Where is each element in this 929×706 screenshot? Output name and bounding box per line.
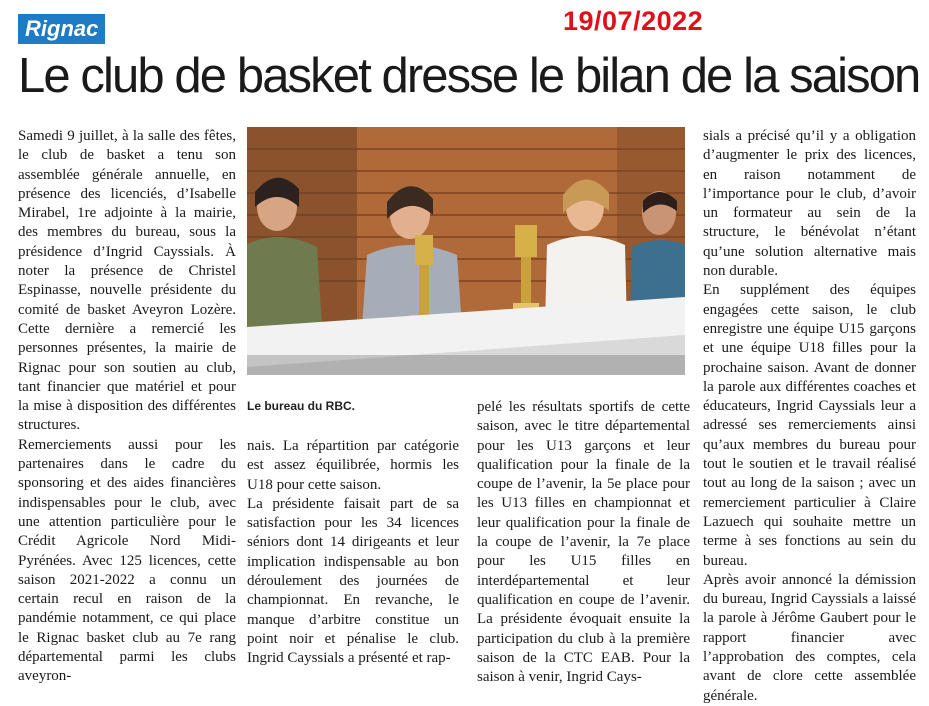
article-paragraph: Remerciements aussi pour les partenaires dans le cadre du sponsoring et des aides financières indispensables pour le club, avec une attention particulière pour le Crédit Agricole Nord Midi-Pyrénées. Avec 125 licences, cette saison 2021-2022 a connu un certain recul en raison de la pandémie notamment, ce qui place le Rignac basket club au 7e rang départemental parmi les clubs aveyron-	[18, 436, 236, 685]
publication-date: 19/07/2022	[563, 6, 704, 36]
article-paragraph: En supplément des équipes engagées cette saison, le club enregistre une équipe U15 garçons et une équipe U18 filles pour la prochaine saison. Avant de donner la parole aux différentes coaches et éducateurs, Ingrid Cayssials leur a adressé ses remerciements ainsi qu’aux membres du bureau pour tout le soutien et le travail réalisé tout au long de la saison ; avec un remerciement particulier à Claire Lazuech qui souhaite mettre un terme à ses fonctions au sein du bureau.	[703, 282, 916, 569]
article-column-3	[477, 398, 690, 687]
article-paragraph: Après avoir annoncé la démission du bureau, Ingrid Cayssials a laissé la parole à Jérôme Gaubert pour le rapport financier avec l’approbation des comptes, cela avant de clore cette assemblée générale.	[703, 571, 916, 704]
article-column-2	[247, 437, 459, 669]
article-paragraph: nais. La répartition par catégorie est assez équilibrée, hormis les U18 pour cette saison.	[247, 438, 459, 493]
article-column-1	[18, 127, 236, 687]
article-paragraph: Samedi 9 juillet, à la salle des fêtes, le club de basket a tenu son assemblée générale annuelle, en présence des licenciés, d’Isabelle Mirabel, 1re adjointe à la mairie, des membres du bureau, sous la présidence d’Ingrid Cayssials. À noter la présence de Christel Espinasse, nouvelle présidente du comité de basket Aveyron Lozère. Cette dernière a remercié les personnes présentes, la mairie de Rignac pour son soutien au club, tant financier que matériel et pour la mise à disposition des différentes structures.	[18, 128, 236, 434]
headline: Le club de basket dresse le bilan de la saison	[18, 49, 920, 103]
article-paragraph: pelé les résultats sportifs de cette saison, avec le titre départemental pour les U13 garçons et leur qualification pour la finale de la coupe de l’avenir, la 5e place pour les U13 filles en championnat et leur qualification pour la finale de la coupe de l’avenir, la 7e place pour les U15 filles en interdépartemental et leur qualification en coupe de l’avenir. La présidente évoquait ensuite la participation du club à la première saison de la CTC EAB. Pour la saison à venir, Ingrid Cays-	[477, 399, 690, 686]
article-column-4	[703, 127, 916, 706]
article-paragraph: La présidente faisait part de sa satisfaction pour les 34 licences séniors dont 14 dirigeants et leur implication indispensable au bon déroulement des journées de championnat. En revanche, le manque d’arbitre constitue un point noir et pénalise le club. Ingrid Cayssials a présenté et rap-	[247, 495, 459, 667]
photo-image	[247, 127, 685, 375]
photo-caption: Le bureau du RBC.	[247, 399, 356, 413]
article-paragraph: sials a précisé qu’il y a obligation d’augmenter le prix des licences, en raison notamment de l’importance pour le club, d’avoir un formateur au sein de la structure, le bénévolat n’étant qu’une solution alternative mais non durable.	[703, 128, 916, 280]
bureau-photo	[247, 127, 685, 375]
section-tag: Rignac	[18, 14, 105, 44]
